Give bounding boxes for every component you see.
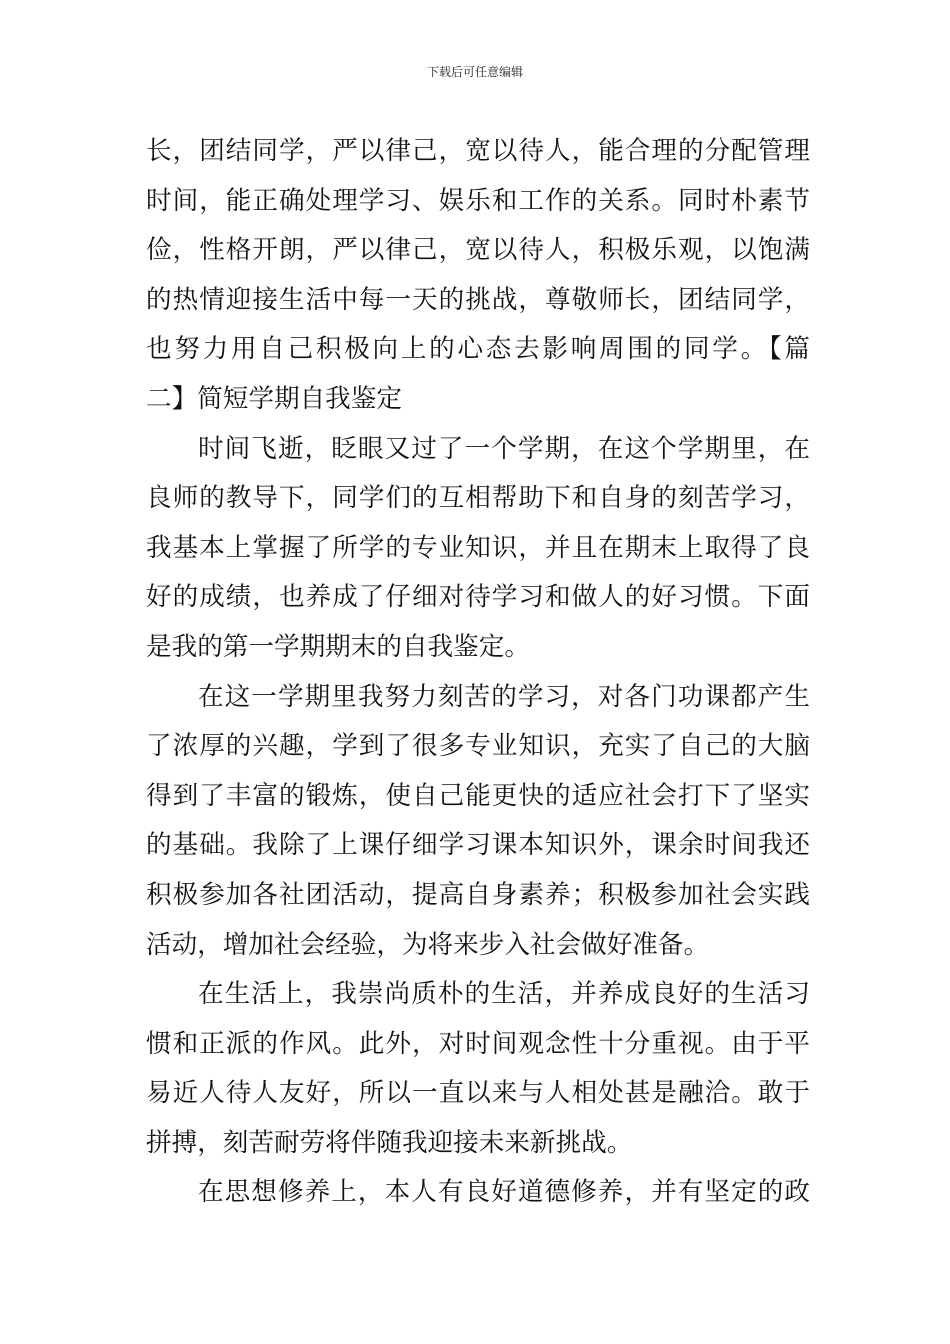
text-line: 时间，能正确处理学习、娱乐和工作的关系。同时朴素节: [146, 185, 810, 216]
text-line: 在思想修养上，本人有良好道德修养，并有坚定的政: [198, 1177, 810, 1208]
text-line: 的热情迎接生活中每一天的挑战，尊敬师长，团结同学，: [146, 284, 810, 315]
text-line: 积极参加各社团活动，提高自身素养；积极参加社会实践: [146, 879, 810, 910]
text-line: 时间飞逝，眨眼又过了一个学期，在这个学期里，在: [198, 433, 810, 464]
text-line: 长，团结同学，严以律己，宽以待人，能合理的分配管理: [146, 136, 810, 166]
text-line: 在这一学期里我努力刻苦的学习，对各门功课都产生: [198, 681, 810, 712]
text-line: 易近人待人友好，所以一直以来与人相处甚是融洽。敢于: [146, 1078, 810, 1109]
text-line: 良师的教导下，同学们的互相帮助下和自身的刻苦学习，: [146, 483, 810, 514]
text-line: 也努力用自己积极向上的心态去影响周围的同学。【篇: [146, 334, 810, 365]
text-line: 活动，增加社会经验，为将来步入社会做好准备。: [146, 929, 710, 960]
text-line: 惯和正派的作风。此外，对时间观念性十分重视。由于平: [146, 1028, 810, 1059]
text-line: 好的成绩，也养成了仔细对待学习和做人的好习惯。下面: [146, 582, 810, 613]
text-line: 我基本上掌握了所学的专业知识，并且在期末上取得了良: [146, 532, 810, 563]
text-line: 了浓厚的兴趣，学到了很多专业知识，充实了自己的大脑: [146, 731, 810, 762]
text-line: 俭，性格开朗，严以律己，宽以待人，积极乐观，以饱满: [146, 235, 810, 266]
document-body: [146, 127, 810, 1218]
text-line: 拼搏，刻苦耐劳将伴随我迎接未来新挑战。: [146, 1127, 633, 1158]
text-line: 是我的第一学期期末的自我鉴定。: [146, 631, 530, 662]
text-line: 得到了丰富的锻炼，使自己能更快的适应社会打下了坚实: [146, 780, 810, 811]
text-line: 在生活上，我崇尚质朴的生活，并养成良好的生活习: [198, 979, 810, 1010]
text-line: 的基础。我除了上课仔细学习课本知识外，课余时间我还: [146, 830, 810, 861]
page-header: 下载后可任意编辑: [426, 65, 523, 79]
section-heading: 二】简短学期自我鉴定: [146, 383, 402, 414]
